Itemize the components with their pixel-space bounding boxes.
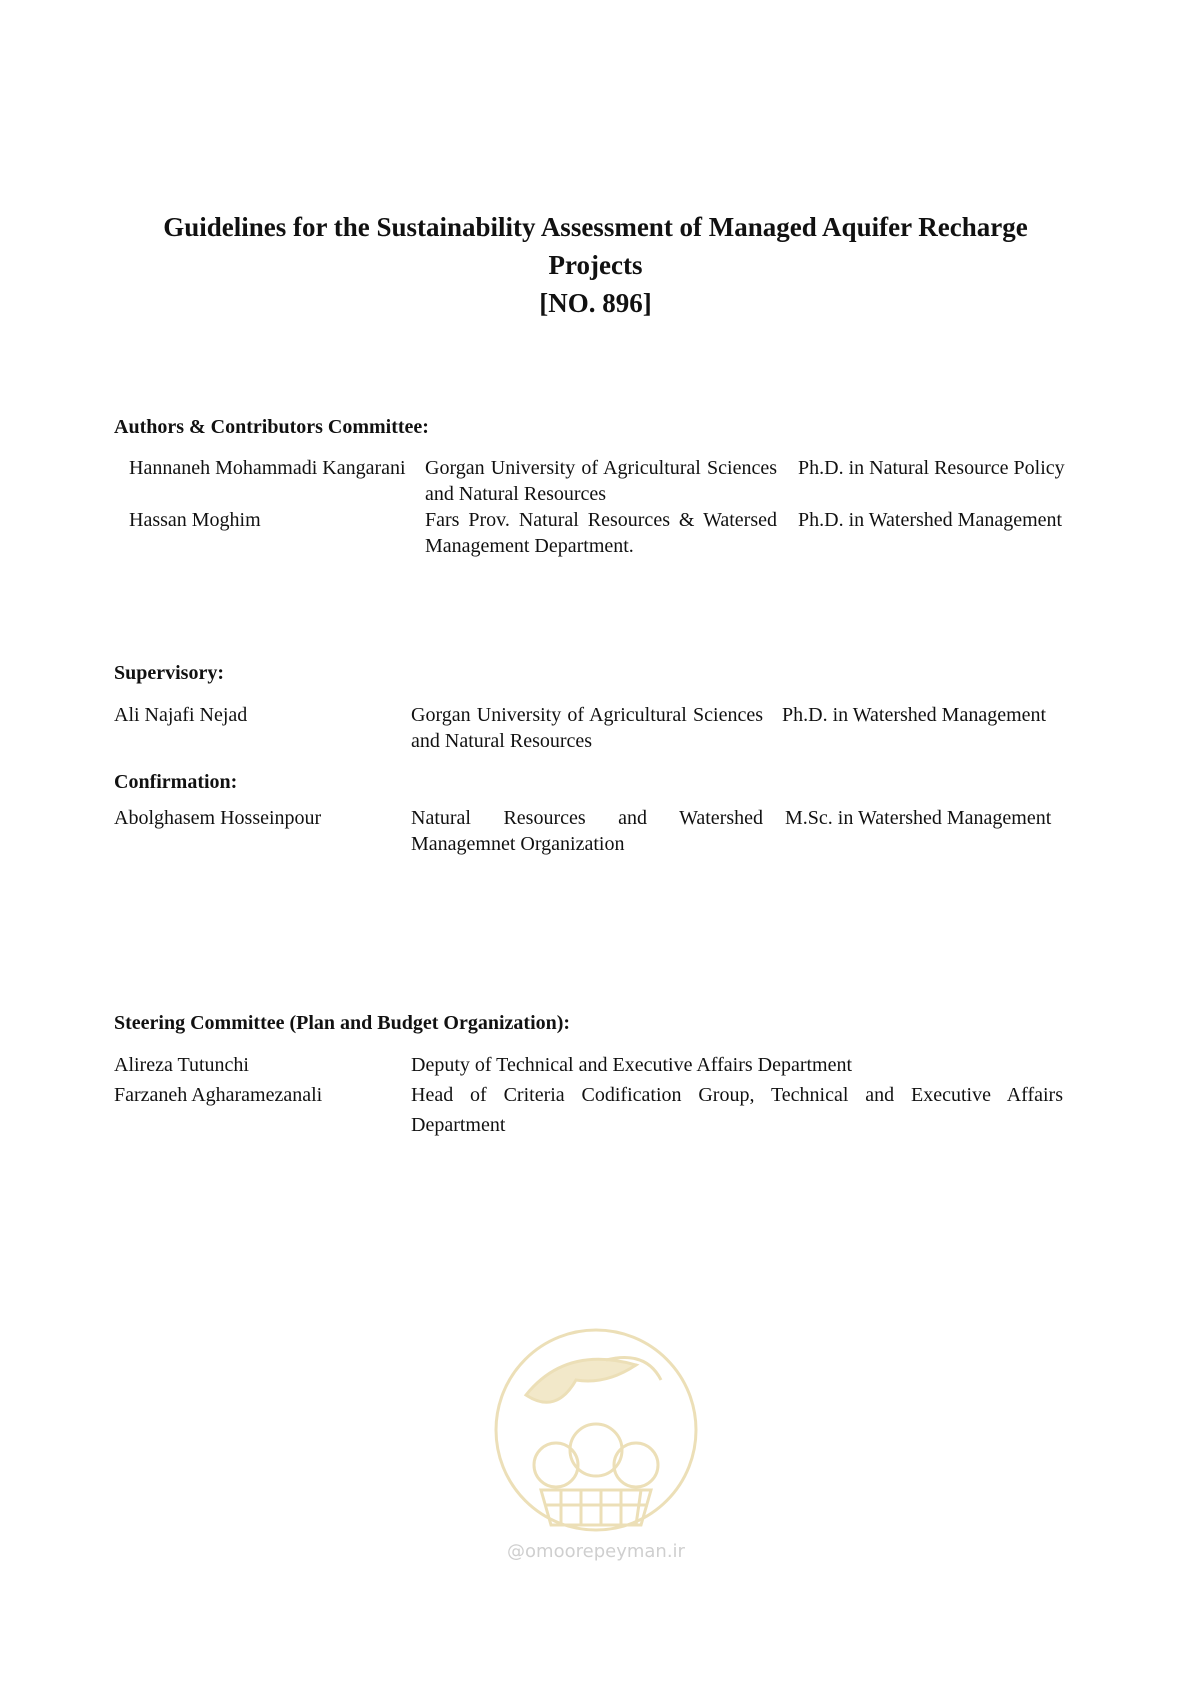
title-line-2: Projects xyxy=(548,250,643,280)
steering-member-role: Head of Criteria Codification Group, Technical and Executive Affairs Department xyxy=(411,1084,1063,1136)
title-line-3: [NO. 896] xyxy=(539,288,652,318)
confirmation-name: Abolghasem Hosseinpour xyxy=(114,807,322,829)
confirmation-organization: Natural Resources and Watershed Managemnet Organization xyxy=(411,807,763,855)
omoorepeyman-seal-logo-icon xyxy=(486,1325,706,1565)
author-organization: Fars Prov. Natural Resources & Watersed Management Department. xyxy=(425,509,777,557)
author-organization: Gorgan University of Agricultural Sciences and Natural Resources xyxy=(425,457,777,505)
watermark-caption: @omoorepeyman.ir xyxy=(507,1541,685,1562)
title-line-1: Guidelines for the Sustainability Assessment of Managed Aquifer Recharge xyxy=(163,212,1028,242)
supervisor-degree: Ph.D. in Watershed Management xyxy=(782,704,1047,726)
watermark xyxy=(486,1325,706,1565)
author-name: Hassan Moghim xyxy=(129,509,261,531)
confirmation-heading: Confirmation: xyxy=(114,771,238,793)
steering-member-name: Alireza Tutunchi xyxy=(114,1054,249,1076)
document-title xyxy=(100,208,1091,322)
author-degree: Ph.D. in Watershed Management xyxy=(798,509,1063,531)
supervisory-heading: Supervisory: xyxy=(114,662,224,684)
author-degree: Ph.D. in Natural Resource Policy xyxy=(798,457,1065,479)
steering-heading: Steering Committee (Plan and Budget Organization): xyxy=(114,1012,571,1034)
supervisor-organization: Gorgan University of Agricultural Sciences and Natural Resources xyxy=(411,704,763,752)
steering-member-role: Deputy of Technical and Executive Affairs Department xyxy=(411,1054,853,1076)
authors-heading: Authors & Contributors Committee: xyxy=(114,416,429,438)
steering-member-name: Farzaneh Agharamezanali xyxy=(114,1084,323,1106)
confirmation-degree: M.Sc. in Watershed Management xyxy=(785,807,1052,829)
author-name: Hannaneh Mohammadi Kangarani xyxy=(129,457,406,479)
supervisor-name: Ali Najafi Nejad xyxy=(114,704,248,726)
